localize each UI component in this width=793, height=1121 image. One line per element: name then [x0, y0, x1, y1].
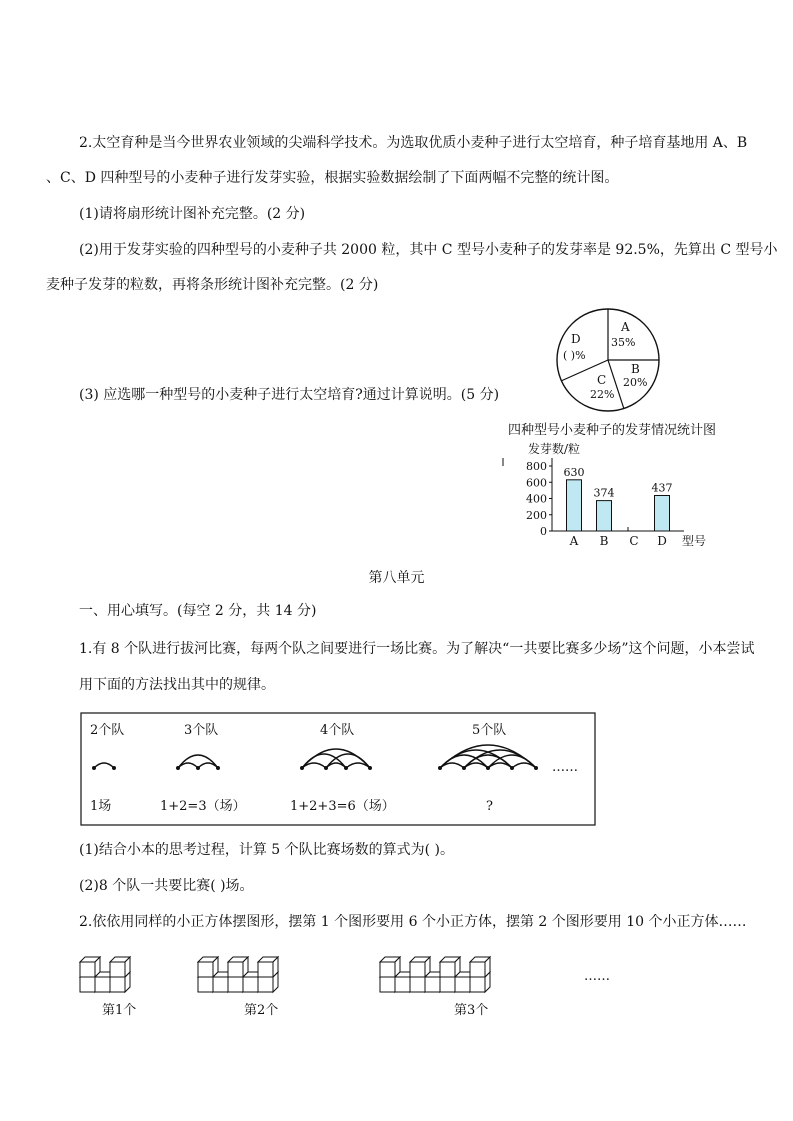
pie-pct-c: 22% [590, 388, 615, 401]
cube-face [410, 977, 425, 992]
x-tick-label-c: C [629, 534, 639, 548]
result-2-teams: 1场 [90, 799, 112, 814]
cube-face [198, 962, 213, 977]
q2-cubes-text: 2.依依用同样的小正方体摆图形，摆第 1 个图形要用 6 个小正方体，摆第 2 个图形要用 10 个小正方体…… [79, 914, 747, 930]
cube-face [440, 962, 455, 977]
header-4-teams: 4个队 [320, 723, 355, 738]
cube-ellipsis: …… [584, 969, 610, 984]
cube-face [198, 977, 213, 992]
result-3-teams: 1+2=3（场） [160, 799, 246, 814]
cube-figure-3 [380, 957, 490, 992]
y-tick-label: 400 [526, 492, 547, 506]
header-2-teams: 2个队 [90, 723, 125, 738]
cube-face [95, 977, 110, 992]
q2-intro-line1: 2.太空育种是当今世界农业领域的尖端科学技术。为选取优质小麦种子进行太空培育，种子培育基地用 A、B [79, 135, 748, 151]
cube-face [243, 977, 258, 992]
pie-pct-a: 35% [611, 336, 636, 349]
cube-face [455, 977, 470, 992]
cube-face [470, 962, 485, 977]
cube-face [470, 977, 485, 992]
cube-label-2: 第2个 [244, 1003, 279, 1018]
chart-ylabel: 发芽数/粒 [528, 442, 581, 456]
pie-label-b: B [631, 362, 640, 376]
cube-face [425, 977, 440, 992]
q2-intro-line2: 、C、D 四种型号的小麦种子进行发芽实验，根据实验数据绘制了下面两幅不完整的统计图。 [46, 170, 619, 186]
cube-figure-1 [80, 957, 130, 992]
bar-a [567, 480, 582, 531]
q2-sub2-line2: 麦种子发芽的粒数，再将条形统计图补充完整。(2 分) [46, 277, 379, 293]
cube-face [228, 962, 243, 977]
bar-chart [500, 418, 740, 550]
pie-pct-b: 20% [623, 376, 648, 389]
cube-face [410, 962, 425, 977]
q1-line1: 1.有 8 个队进行拔河比赛，每两个队之间要进行一场比赛。为了解决“一共要比赛多少场”这个问题，小本尝试 [79, 641, 755, 657]
bar-value-d: 437 [651, 481, 673, 495]
chart-title: 四种型号小麦种子的发芽情况统计图 [508, 423, 717, 438]
q1-sub2: (2)8 个队一共要比赛( )场。 [79, 878, 254, 894]
header-5-teams: 5个队 [472, 723, 507, 738]
x-tick-label-b: B [599, 534, 609, 548]
bar-d [655, 495, 670, 531]
q1-line2: 用下面的方法找出其中的规律。 [79, 677, 275, 693]
cube-label-1: 第1个 [102, 1003, 137, 1018]
cube-face [110, 977, 125, 992]
cube-face [110, 962, 125, 977]
unit-title: 第八单元 [368, 570, 425, 586]
y-tick-label: 200 [526, 508, 547, 522]
q1-sub1: (1)结合小本的思考过程，计算 5 个队比赛场数的算式为( )。 [79, 842, 455, 858]
cube-face [380, 962, 395, 977]
result-4-teams: 1+2+3=6（场） [290, 799, 395, 814]
y-tick-label: 600 [526, 476, 547, 490]
cube-figures [78, 948, 638, 1023]
tug-of-war-box [80, 712, 596, 826]
cube-face [213, 977, 228, 992]
pie-label-a: A [621, 320, 630, 334]
y-tick-label: 0 [540, 525, 547, 538]
cube-face [258, 962, 273, 977]
cube-face [258, 977, 273, 992]
x-tick-label-d: D [657, 534, 667, 548]
header-3-teams: 3个队 [184, 723, 219, 738]
pie-label-d: D [571, 332, 581, 346]
cube-face [380, 977, 395, 992]
cube-face [228, 977, 243, 992]
x-tick-label-a: A [569, 534, 579, 548]
chart-xlabel: 型号 [682, 534, 707, 548]
cube-figure-2 [198, 957, 278, 992]
bar-value-a: 630 [563, 465, 585, 479]
y-tick-label: 800 [526, 460, 547, 473]
pie-pct-d: ( )% [563, 349, 586, 362]
result-5-teams: ? [486, 799, 493, 814]
q2-sub1: (1)请将扇形统计图补充完整。(2 分) [79, 206, 306, 222]
cube-label-3: 第3个 [454, 1003, 489, 1018]
bar-b [597, 501, 612, 531]
box-ellipsis: …… [552, 760, 578, 775]
cube-face [80, 977, 95, 992]
q2-sub3: (3) 应选哪一种型号的小麦种子进行太空培育?通过计算说明。(5 分) [79, 387, 500, 403]
pie-label-c: C [597, 373, 607, 387]
bar-value-b: 374 [593, 486, 615, 500]
cube-face [395, 977, 410, 992]
pie-chart [555, 305, 665, 415]
cube-face [440, 977, 455, 992]
section-heading: 一、用心填写。(每空 2 分，共 14 分) [79, 603, 317, 619]
q2-sub2-line1: (2)用于发芽实验的四种型号的小麦种子共 2000 粒，其中 C 型号小麦种子的发芽率是 92.5%，先算出 C 型号小 [79, 242, 778, 258]
cube-face [80, 962, 95, 977]
